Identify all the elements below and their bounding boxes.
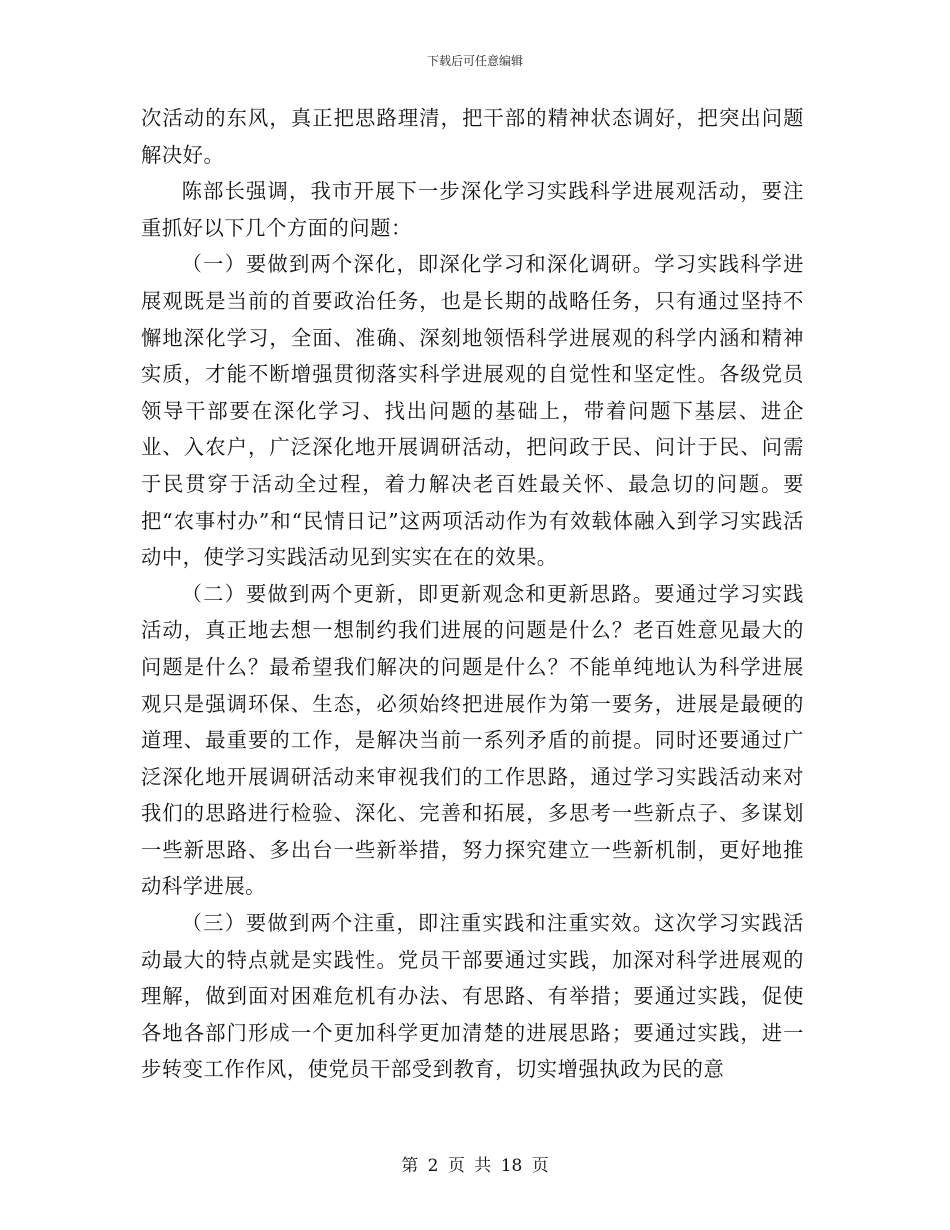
paragraph-1: 次活动的东风，真正把思路理清，把干部的精神状态调好，把突出问题解决好。 bbox=[141, 106, 804, 167]
paragraph-2: 陈部长强调，我市开展下一步深化学习实践科学进展观活动，要注重抓好以下几个方面的问题： bbox=[141, 179, 804, 240]
document-body bbox=[141, 100, 804, 1088]
paragraph-3: （一）要做到两个深化，即深化学习和深化调研。学习实践科学进展观既是当前的首要政治任务，也是长期的战略任务，只有通过坚持不懈地深化学习，全面、准确、深刻地领悟科学进展观的科学内涵和精神实质，才能不断增强贯彻落实科学进展观的自觉性和坚定性。各级党员领导干部要在深化学习、找出问题的基础上，带着问题下基层、进企业、入农户，广泛深化地开展调研活动，把问政于民、问计于民、问需于民贯穿于活动全过程，着力解决老百姓最关怀、最急切的问题。要把“农事村办”和“民情日记”这两项活动作为有效载体融入到学习实践活动中，使学习实践活动见到实实在在的效果。 bbox=[141, 252, 804, 570]
paragraph-5: （三）要做到两个注重，即注重实践和注重实效。这次学习实践活动最大的特点就是实践性。党员干部要通过实践，加深对科学进展观的理解，做到面对困难危机有办法、有思路、有举措；要通过实践，促使各地各部门形成一个更加科学更加清楚的进展思路；要通过实践，进一步转变工作作风，使党员干部受到教育，切实增强执政为民的意 bbox=[141, 911, 804, 1082]
paragraph-4: （二）要做到两个更新，即更新观念和更新思路。要通过学习实践活动，真正地去想一想制约我们进展的问题是什么？老百姓意见最大的问题是什么？最希望我们解决的问题是什么？不能单纯地认为科学进展观只是强调环保、生态，必须始终把进展作为第一要务，进展是最硬的道理、最重要的工作，是解决当前一系列矛盾的前提。同时还要通过广泛深化地开展调研活动来审视我们的工作思路，通过学习实践活动来对我们的思路进行检验、深化、完善和拓展，多思考一些新点子、多谋划一些新思路、多出台一些新举措，努力探究建立一些新机制，更好地推动科学进展。 bbox=[141, 581, 804, 899]
page-header: 下载后可任意编辑 bbox=[426, 54, 523, 68]
page-number-footer: 第 2 页 共 18 页 bbox=[401, 1156, 549, 1176]
